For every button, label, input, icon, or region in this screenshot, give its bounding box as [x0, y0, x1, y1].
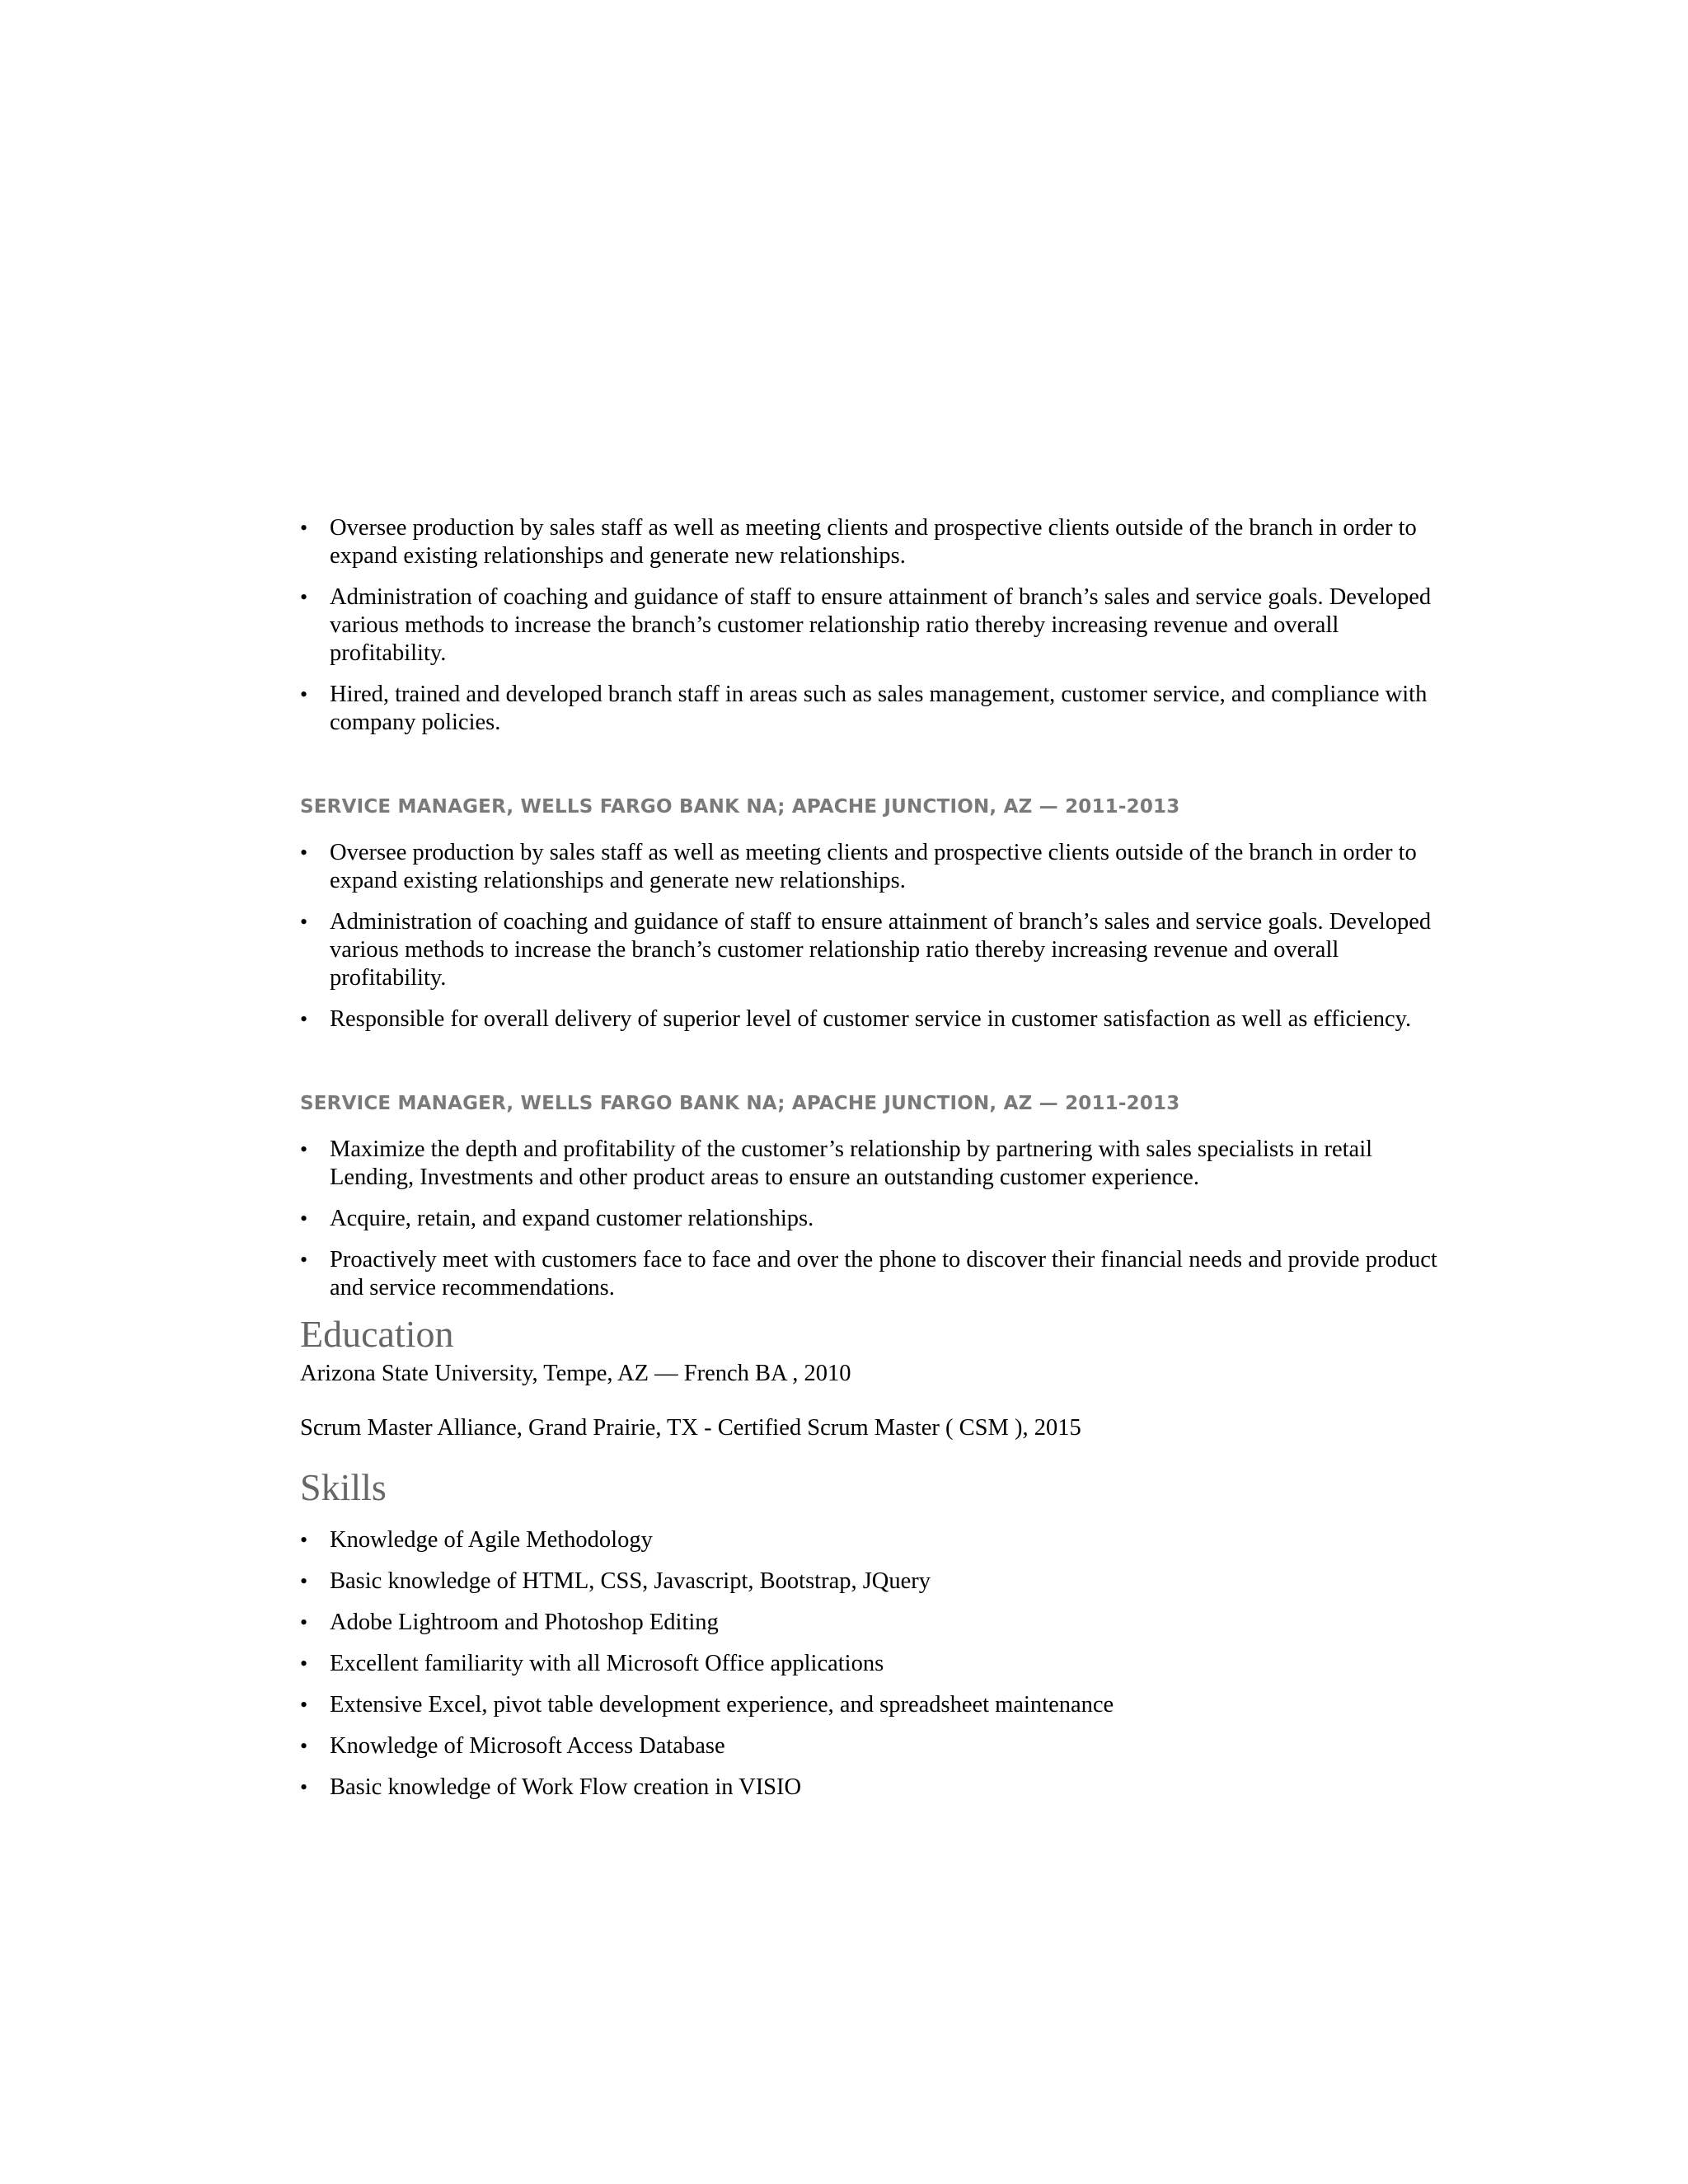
- bullet-icon: •: [300, 1610, 308, 1634]
- bullet-icon: •: [300, 682, 308, 706]
- bullet-icon: •: [300, 1007, 308, 1031]
- first-job-bullets: [300, 514, 1437, 737]
- bullet-text: Acquire, retain, and expand customer relationships.: [330, 1206, 814, 1231]
- education-entry: Arizona State University, Tempe, AZ — French BA , 2010: [300, 1361, 851, 1386]
- skill-text: Adobe Lightroom and Photoshop Editing: [330, 1610, 719, 1635]
- skill-text: Excellent familiarity with all Microsoft Office applications: [330, 1651, 884, 1676]
- job-bullets: [300, 1136, 1437, 1302]
- bullet-icon: •: [300, 1775, 308, 1799]
- bullet-icon: •: [300, 1207, 308, 1230]
- job-title: SERVICE MANAGER, WELLS FARGO BANK NA; APACHE JUNCTION, AZ — 2011-2013: [300, 796, 1180, 818]
- skill-text: Basic knowledge of HTML, CSS, Javascript, Bootstrap, JQuery: [330, 1568, 931, 1594]
- bullet-icon: •: [300, 1569, 308, 1593]
- bullet-text: Administration of coaching and guidance of staff to ensure attainment of branch’s sales and service goals. Developed various methods to increase the branch’s customer relationship ratio thereby increasing revenue and overall profitability.: [330, 909, 1432, 991]
- bullet-icon: •: [300, 1528, 308, 1552]
- skill-text: Basic knowledge of Work Flow creation in VISIO: [330, 1774, 802, 1800]
- list-item: [300, 1246, 1437, 1302]
- list-item: [300, 1650, 1437, 1678]
- list-item: [300, 1205, 1437, 1233]
- bullet-icon: •: [300, 1137, 308, 1161]
- list-item: [300, 1526, 1437, 1554]
- bullet-text: Maximize the depth and profitability of the customer’s relationship by partnering with sales specialists in retail Lending, Investments and other product areas to ensure an outstanding customer experience.: [330, 1137, 1373, 1190]
- list-item: [300, 1774, 1437, 1802]
- bullet-icon: •: [300, 1652, 308, 1675]
- list-item: [300, 681, 1437, 737]
- bullet-text: Administration of coaching and guidance of staff to ensure attainment of branch’s sales and service goals. Developed various methods to increase the branch’s customer relationship ratio thereby increasing revenue and overall profitability.: [330, 584, 1432, 666]
- list-item: [300, 1005, 1437, 1033]
- skill-text: Extensive Excel, pivot table development experience, and spreadsheet maintenance: [330, 1692, 1114, 1718]
- list-item: [300, 1691, 1437, 1719]
- bullet-icon: •: [300, 841, 308, 865]
- bullet-text: Proactively meet with customers face to face and over the phone to discover their financial needs and provide product and service recommendations.: [330, 1247, 1437, 1301]
- resume-content: [300, 514, 1437, 1815]
- bullet-icon: •: [300, 1248, 308, 1272]
- bullet-text: Responsible for overall delivery of superior level of customer service in customer satisfaction as well as efficiency.: [330, 1006, 1412, 1032]
- job-bullets: [300, 839, 1437, 1033]
- bullet-text: Oversee production by sales staff as well as meeting clients and prospective clients outside of the branch in order to expand existing relationships and generate new relationships.: [330, 840, 1417, 893]
- skill-text: Knowledge of Microsoft Access Database: [330, 1733, 725, 1759]
- list-item: [300, 839, 1437, 895]
- bullet-text: Oversee production by sales staff as well as meeting clients and prospective clients outside of the branch in order to expand existing relationships and generate new relationships.: [330, 515, 1417, 569]
- education-entry: Scrum Master Alliance, Grand Prairie, TX - Certified Scrum Master ( CSM ), 2015: [300, 1415, 1081, 1441]
- list-item: [300, 1732, 1437, 1760]
- bullet-icon: •: [300, 1693, 308, 1717]
- list-item: [300, 514, 1437, 570]
- education-heading: Education: [300, 1313, 454, 1355]
- skills-list: [300, 1526, 1437, 1802]
- job-title: SERVICE MANAGER, WELLS FARGO BANK NA; APACHE JUNCTION, AZ — 2011-2013: [300, 1093, 1180, 1114]
- bullet-text: Hired, trained and developed branch staff in areas such as sales management, customer service, and compliance with company policies.: [330, 682, 1428, 735]
- list-item: [300, 1136, 1437, 1192]
- bullet-icon: •: [300, 516, 308, 540]
- list-item: [300, 908, 1437, 992]
- bullet-icon: •: [300, 585, 308, 609]
- skill-text: Knowledge of Agile Methodology: [330, 1527, 653, 1553]
- list-item: [300, 1609, 1437, 1637]
- bullet-icon: •: [300, 910, 308, 934]
- list-item: [300, 583, 1437, 668]
- bullet-icon: •: [300, 1734, 308, 1758]
- skills-heading: Skills: [300, 1466, 387, 1508]
- list-item: [300, 1568, 1437, 1596]
